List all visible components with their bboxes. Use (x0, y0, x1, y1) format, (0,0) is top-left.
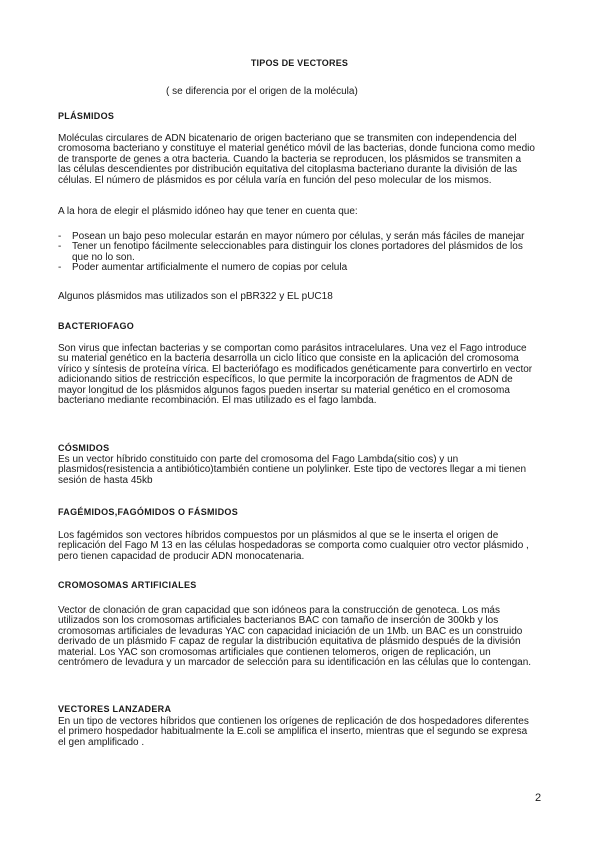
heading-bacteriofago: BACTERIOFAGO (58, 321, 135, 331)
heading-plasmidos: PLÁSMIDOS (58, 111, 115, 121)
paragraph-cromosomas: Vector de clonación de gran capacidad que son idóneos para la construcción de genoteca. Los más utilizados son los cromosomas artificiales bacterianos BAC con tamaño de inserción de 300kb y los cromosomas artificiales de levaduras YAC con capacidad iniciación de un 1Mb. un BAC es un construido derivado de un plásmido F capaz de regular la distribución equitativa de plásmido después de la división material. Los YAC son cromosomas artificiales que contienen telomeros, origen de replicación, un centrómero de levadura y un marcador de selección para su identificación en las células que lo contengan. (58, 605, 532, 669)
paragraph-bacteriofago: Son virus que infectan bacterias y se comportan como parásitos intracelulares. Una vez el Fago introduce su material genético en la bacteria desarrolla un ciclo lítico que consiste en la aplicación del cromosoma vírico y síntesis de proteína vírica. El bacteriófago es modificados genéticamente para convertirlo en vector adicionando sitios de restricción específicos, lo que permite la incorporación de fragmentos de ADN de mayor longitud de los plásmidos algunos fagos pueden insertar su material genético en el cromosoma bacteriano mediante recombinación. El mas utilizado es el fago lambda. (58, 343, 533, 407)
list-item: - Tener un fenotipo fácilmente seleccionables para distinguir los clones portadores del plásmidos de los que no lo son. (58, 241, 523, 263)
paragraph-cosmidos: Es un vector híbrido constituido con parte del cromosoma del Fago Lambda(sitio cos) y un plasmidos(resistencia a antibiótico)también contiene un polylinker. Este tipo de vectores llegar a mi tienen sesión de hasta 45kb (58, 454, 527, 486)
bullet-dash: - (58, 231, 62, 242)
document-subtitle: ( se diferencia por el origen de la molécula) (166, 86, 358, 97)
heading-fagemidos: FAGÉMIDOS,FAGÓMIDOS O FÁSMIDOS (58, 507, 239, 517)
page-number: 2 (535, 792, 542, 804)
list-item: - Posean un bajo peso molecular estarán en mayor número por células, y serán más fáciles de manejar (58, 231, 525, 242)
bullet-dash: - (58, 241, 62, 253)
paragraph-plasmidos: Moléculas circulares de ADN bicatenario de origen bacteriano que se transmiten con independencia del cromosoma bacteriano y constituye el material genético móvil de las bacterias, donde funciona como medio de transporte de genes a otra bacteria. Cuando la bacteria se reproducen, los plásmidos se transmiten a las células descendientes por distribución equitativa del citoplasma bacteriano durante la división de las células. El número de plásmidos es por célula varía en función del peso molecular de los mismos. (58, 133, 535, 186)
list-item: - Poder aumentar artificialmente el numero de copias por celula (58, 262, 348, 274)
after-plasmidos: Algunos plásmidos mas utilizados son el pBR322 y EL pUC18 (58, 291, 333, 302)
intro-plasmidos: A la hora de elegir el plásmido idóneo hay que tener en cuenta que: (58, 206, 358, 217)
heading-lanzadera: VECTORES LANZADERA (58, 704, 172, 714)
paragraph-lanzadera: En un tipo de vectores híbridos que contienen los orígenes de replicación de dos hospedadores diferentes el primero hospedador habitualmente la E.coli se amplifica el inserto, mientras que el segundo se expresa el gen amplificado . (58, 716, 529, 748)
document-title: TIPOS DE VECTORES (250, 58, 349, 68)
bullet-list-plasmidos (58, 232, 536, 274)
bullet-dash: - (58, 262, 62, 274)
paragraph-fagemidos: Los fagémidos son vectores híbridos compuestos por un plásmidos al que se le inserta el origen de replicación del Fago M 13 en las células hospedadoras se comporta como cualquier otro vector plásmido , pero tienen capacidad de producir ADN monocatenaria. (58, 530, 529, 562)
heading-cosmidos: CÓSMIDOS (58, 443, 110, 453)
heading-cromosomas: CROMOSOMAS ARTIFICIALES (58, 580, 197, 590)
